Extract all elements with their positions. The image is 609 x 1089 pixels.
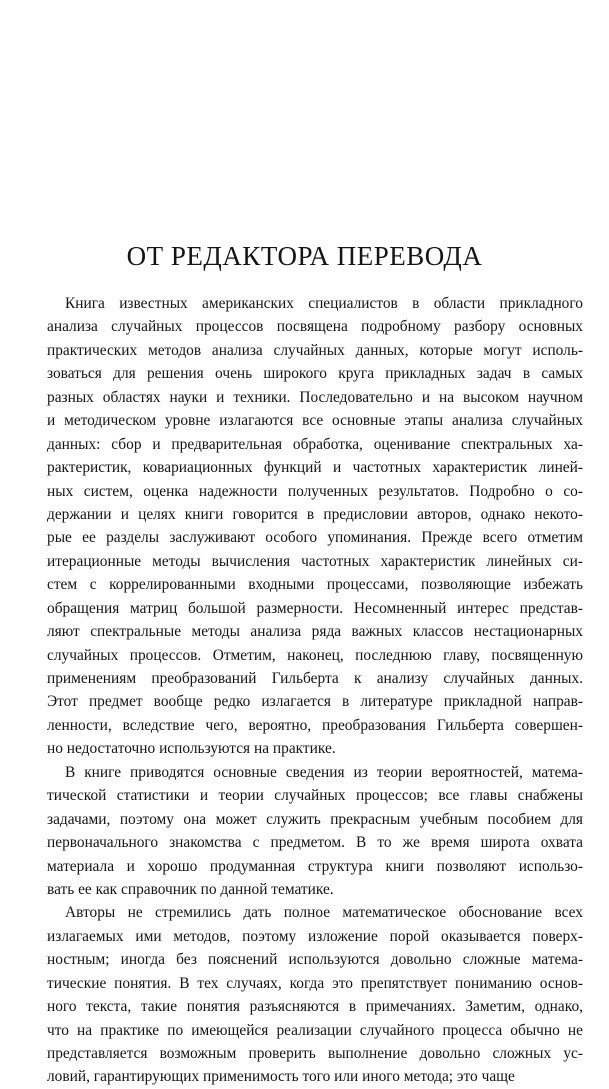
text-line: что на практике по имеющейся реализации случайного процесса обычно не xyxy=(47,1021,583,1039)
text-line: рактеристик, ковариационных функций и частотных характеристик линей- xyxy=(47,459,583,477)
body-text xyxy=(47,292,583,1089)
paragraph xyxy=(47,761,583,902)
page-title: ОТ РЕДАКТОРА ПЕРЕВОДА xyxy=(126,241,483,271)
text-line: ных систем, оценка надежности полученных результатов. Подробно о со- xyxy=(47,482,583,500)
text-line: ного текста, такие понятия разъясняются в примечаниях. Заметим, однако, xyxy=(47,998,583,1016)
text-line: Авторы не стремились дать полное математическое обоснование всех xyxy=(65,904,583,922)
text-line: материала и хорошо продуманная структура книги позволяют использо- xyxy=(47,857,583,875)
text-line: и методическом уровне излагаются все основные этапы анализа случайных xyxy=(47,412,583,430)
text-line: тической статистики и теории случайных процессов; все главы снабжены xyxy=(47,787,583,805)
text-line: излагаемых ими методов, поэтому изложение порой оказывается поверх- xyxy=(47,927,583,945)
text-line: Этот предмет вообще редко излагается в литературе прикладной направ- xyxy=(47,693,583,711)
text-line: рые ее разделы заслуживают особого упоминания. Прежде всего отметим xyxy=(47,529,583,547)
text-line: но недостаточно используются на практике. xyxy=(47,740,336,758)
text-line: стем с коррелированными входными процессами, позволяющие избежать xyxy=(47,576,583,594)
text-line: В книге приводятся основные сведения из теории вероятностей, матема- xyxy=(65,763,583,781)
text-line: итерационные методы вычисления частотных характеристик линейных си- xyxy=(47,552,583,570)
text-line: случайных процессов. Отметим, наконец, последнюю главу, посвященную xyxy=(47,646,583,664)
text-line: ленности, вследствие чего, вероятно, преобразования Гильберта совершен- xyxy=(47,716,583,734)
text-line: тические понятия. В тех случаях, когда это препятствует пониманию основ- xyxy=(47,974,583,992)
text-line: применениям преобразований Гильберта к анализу случайных данных. xyxy=(47,670,583,687)
text-line: ловий, гарантирующих применимость того или иного метода; это чаще xyxy=(47,1068,515,1086)
paragraph xyxy=(47,292,583,761)
text-line: Книга известных американских специалистов в области прикладного xyxy=(65,295,583,312)
text-line: зоваться для решения очень широкого круга прикладных задач в самых xyxy=(47,365,583,383)
text-line: анализа случайных процессов посвящена подробному разбору основных xyxy=(47,318,583,336)
text-line: обращения матриц большой размерности. Несомненный интерес представ- xyxy=(47,599,583,617)
text-line: держании и целях книги говорится в предисловии авторов, однако некото- xyxy=(47,505,583,523)
text-line: ляют спектральные методы анализа ряда важных классов нестационарных xyxy=(47,623,583,641)
text-line: представляется возможным проверить выполнение довольно сложных ус- xyxy=(47,1045,583,1062)
text-line: задачами, поэтому она может служить прекрасным учебным пособием для xyxy=(47,810,583,828)
text-line: вать ее как справочник по данной тематике. xyxy=(47,880,334,898)
text-line: первоначального знакомства с предметом. В то же время широта охвата xyxy=(47,834,583,852)
text-line: практических методов анализа случайных данных, которые могут исполь- xyxy=(47,341,583,359)
paragraph xyxy=(47,901,583,1089)
text-line: разных областях науки и техники. Последовательно и на высоком научном xyxy=(47,388,583,406)
text-line: ностным; иногда без пояснений используются довольно сложные матема- xyxy=(47,951,583,969)
text-line: данных: сбор и предварительная обработка, оценивание спектральных ха- xyxy=(47,435,583,453)
